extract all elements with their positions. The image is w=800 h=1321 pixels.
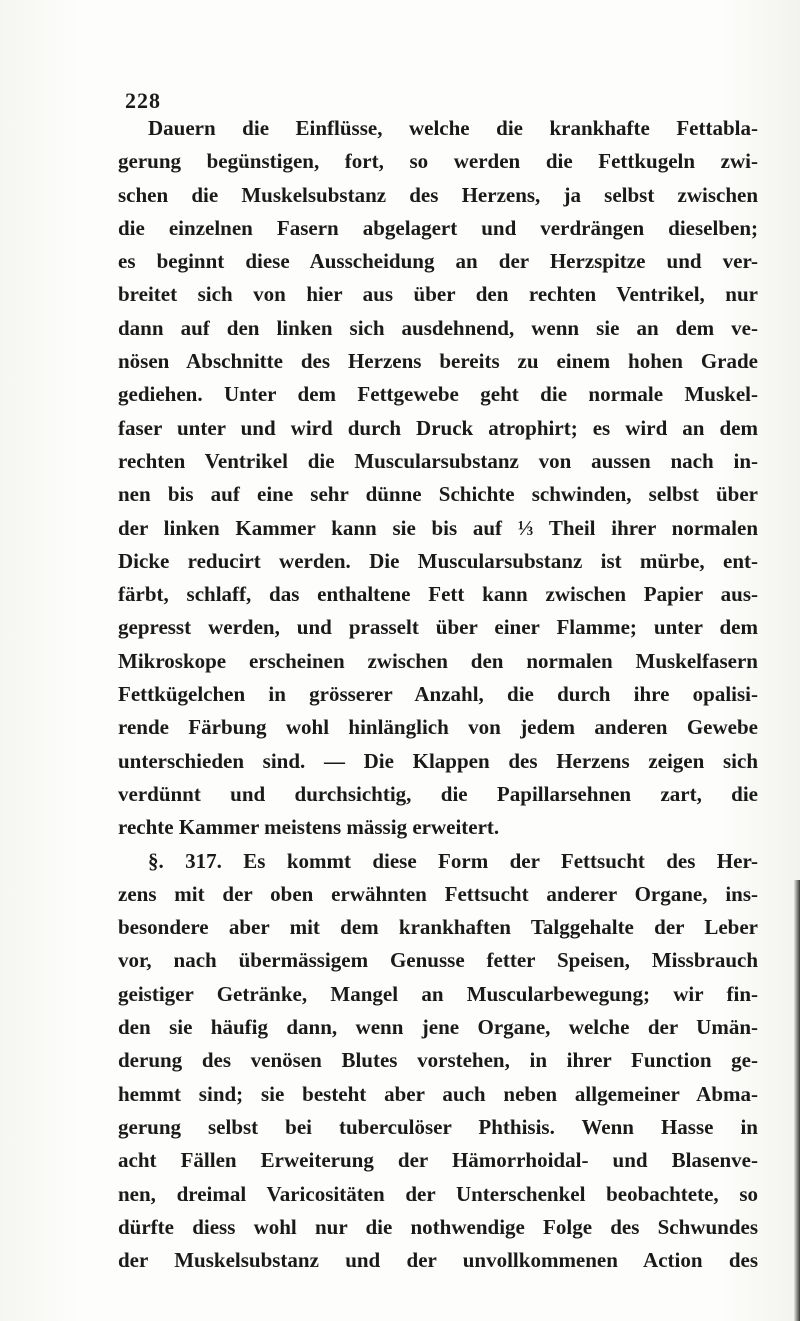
text-line: gerung selbst bei tuberculöser Phthisis. Wenn Hasse in: [118, 1114, 758, 1139]
text-line: derung des venösen Blutes vorstehen, in ihrer Function ge-: [118, 1048, 758, 1073]
text-line: breitet sich von hier aus über den rechten Ventrikel, nur: [118, 282, 758, 307]
text-line: besondere aber mit dem krankhaften Talggehalte der Leber: [118, 915, 758, 940]
text-line: der Muskelsubstanz und der unvollkommenen Action des: [118, 1248, 758, 1273]
text-line: nen, dreimal Varicositäten der Unterschenkel beobachtete, so: [118, 1181, 758, 1206]
body-text: [118, 112, 758, 1277]
text-line: rechte Kammer meistens mässig erweitert.: [118, 815, 500, 840]
text-line: §. 317. Es kommt diese Form der Fettsucht des Her-: [148, 848, 758, 873]
text-line: rechten Ventrikel die Muscularsubstanz von aussen nach in-: [118, 448, 758, 473]
text-line: die einzelnen Fasern abgelagert und verdrängen dieselben;: [118, 215, 758, 240]
text-line: dürfte diess wohl nur die nothwendige Folge des Schwundes: [118, 1214, 758, 1239]
text-line: geistiger Getränke, Mangel an Muscularbewegung; wir fin-: [118, 981, 758, 1006]
page-edge-shadow: [794, 880, 800, 1321]
text-line: vor, nach übermässigem Genusse fetter Speisen, Missbrauch: [118, 948, 758, 973]
text-line: faser unter und wird durch Druck atrophirt; es wird an dem: [118, 415, 758, 440]
text-line: Fettkügelchen in grösserer Anzahl, die durch ihre opalisi-: [118, 682, 758, 707]
text-line: färbt, schlaff, das enthaltene Fett kann zwischen Papier aus-: [118, 582, 758, 607]
text-line: den sie häufig dann, wenn jene Organe, welche der Umän-: [118, 1015, 758, 1040]
text-line: der linken Kammer kann sie bis auf ⅓ Theil ihrer normalen: [118, 515, 758, 540]
text-line: nen bis auf eine sehr dünne Schichte schwinden, selbst über: [118, 482, 758, 507]
text-line: hemmt sind; sie besteht aber auch neben allgemeiner Abma-: [118, 1081, 758, 1106]
text-line: Dauern die Einflüsse, welche die krankhafte Fettabla-: [148, 116, 758, 140]
text-line: es beginnt diese Ausscheidung an der Herzspitze und ver-: [118, 249, 758, 274]
text-line: gepresst werden, und prasselt über einer Flamme; unter dem: [118, 615, 758, 640]
text-line: Mikroskope erscheinen zwischen den normalen Muskelfasern: [118, 648, 758, 673]
text-line: gerung begünstigen, fort, so werden die Fettkugeln zwi-: [118, 149, 758, 174]
page-number: 228: [125, 88, 161, 113]
text-line: Dicke reducirt werden. Die Muscularsubstanz ist mürbe, ent-: [118, 548, 758, 573]
text-line: verdünnt und durchsichtig, die Papillarsehnen zart, die: [118, 781, 758, 806]
text-line: zens mit der oben erwähnten Fettsucht anderer Organe, ins-: [118, 881, 758, 906]
text-line: acht Fällen Erweiterung der Hämorrhoidal- und Blasenve-: [118, 1148, 758, 1173]
text-line: gediehen. Unter dem Fettgewebe geht die normale Muskel-: [118, 382, 758, 407]
text-line: unterschieden sind. — Die Klappen des Herzens zeigen sich: [118, 748, 758, 773]
text-line: rende Färbung wohl hinlänglich von jedem anderen Gewebe: [118, 715, 758, 740]
text-line: nösen Abschnitte des Herzens bereits zu einem hohen Grade: [118, 349, 758, 374]
text-line: dann auf den linken sich ausdehnend, wenn sie an dem ve-: [118, 315, 758, 340]
text-line: schen die Muskelsubstanz des Herzens, ja selbst zwischen: [118, 182, 758, 207]
